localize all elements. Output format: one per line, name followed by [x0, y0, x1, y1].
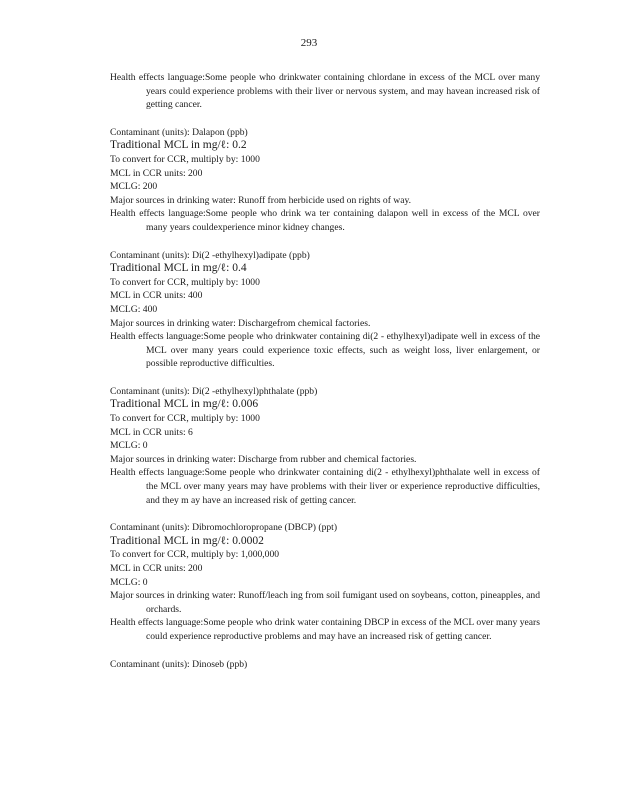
contaminant-entry-phthalate [110, 385, 540, 507]
major-sources: Major sources in drinking water: Runoff/leach ing from soil fumigant used on soybeans, cotton, pineapples, and orchards. [110, 590, 540, 615]
mclg-line: MCLG: 0 [110, 576, 148, 588]
health-effects: Health effects language:Some people who drink wa ter containing dalapon well in excess of the MCL over many years couldexperience minor kidney changes. [110, 208, 540, 233]
contaminant-line: Contaminant (units): Dibromochloropropane (DBCP) (ppt) [110, 522, 338, 534]
health-effects: Health effects language:Some people who drink water containing DBCP in excess of the MCL over many years could experience reproductive problems and may have an increased risk of getting cancer. [110, 617, 540, 642]
contaminant-entry-adipate [110, 249, 540, 371]
document-body [110, 71, 540, 671]
health-effects: Health effects language:Some people who drinkwater containing di(2 - ethylhexyl)adipate well in excess of the MCL over many years could experience toxic effects, such as weight loss, liver enlargement, or possible reproductive difficulties. [110, 331, 540, 370]
traditional-mcl: Traditional MCL in mg/ℓ: 0.4 [110, 262, 247, 275]
contaminant-line-dinoseb: Contaminant (units): Dinoseb (ppb) [110, 658, 248, 670]
mcl-ccr-line: MCL in CCR units: 6 [110, 426, 193, 438]
mclg-line: MCLG: 400 [110, 303, 158, 315]
traditional-mcl: Traditional MCL in mg/ℓ: 0.006 [110, 398, 259, 411]
page-number: 293 [300, 37, 318, 49]
traditional-mcl: Traditional MCL in mg/ℓ: 0.2 [110, 139, 247, 152]
mclg-line: MCLG: 0 [110, 440, 148, 452]
convert-line: To convert for CCR, multiply by: 1000 [110, 153, 260, 165]
major-sources: Major sources in drinking water: Dischargefrom chemical factories. [110, 317, 371, 329]
mcl-ccr-line: MCL in CCR units: 200 [110, 167, 203, 179]
contaminant-line: Contaminant (units): Di(2 -ethylhexyl)adipate (ppb) [110, 249, 310, 261]
mcl-ccr-line: MCL in CCR units: 400 [110, 290, 203, 302]
health-effects: Health effects language:Some people who drinkwater containing di(2 - ethylhexyl)phthalate well in excess of the MCL over many years may have problems with their liver or experience reproductive difficulties, and they m ay have an increased risk of getting cancer. [110, 467, 540, 506]
mclg-line: MCLG: 200 [110, 181, 158, 193]
chlordane-health-effects: Health effects language:Some people who drinkwater containing chlordane in excess of the MCL over many years could experience problems with their liver or nervous system, and may havean increased risk of getting cancer. [110, 72, 540, 111]
contaminant-entry-dbcp [110, 521, 540, 643]
convert-line: To convert for CCR, multiply by: 1000 [110, 276, 260, 288]
major-sources: Major sources in drinking water: Discharge from rubber and chemical factories. [110, 453, 417, 465]
traditional-mcl: Traditional MCL in mg/ℓ: 0.0002 [110, 534, 264, 547]
contaminant-line: Contaminant (units): Di(2 -ethylhexyl)phthalate (ppb) [110, 385, 318, 397]
contaminant-line: Contaminant (units): Dalapon (ppb) [110, 126, 248, 138]
contaminant-entry-dalapon [110, 126, 540, 235]
convert-line: To convert for CCR, multiply by: 1,000,000 [110, 549, 280, 561]
major-sources: Major sources in drinking water: Runoff from herbicide used on rights of way. [110, 194, 412, 206]
mcl-ccr-line: MCL in CCR units: 200 [110, 563, 203, 574]
convert-line: To convert for CCR, multiply by: 1000 [110, 413, 260, 425]
